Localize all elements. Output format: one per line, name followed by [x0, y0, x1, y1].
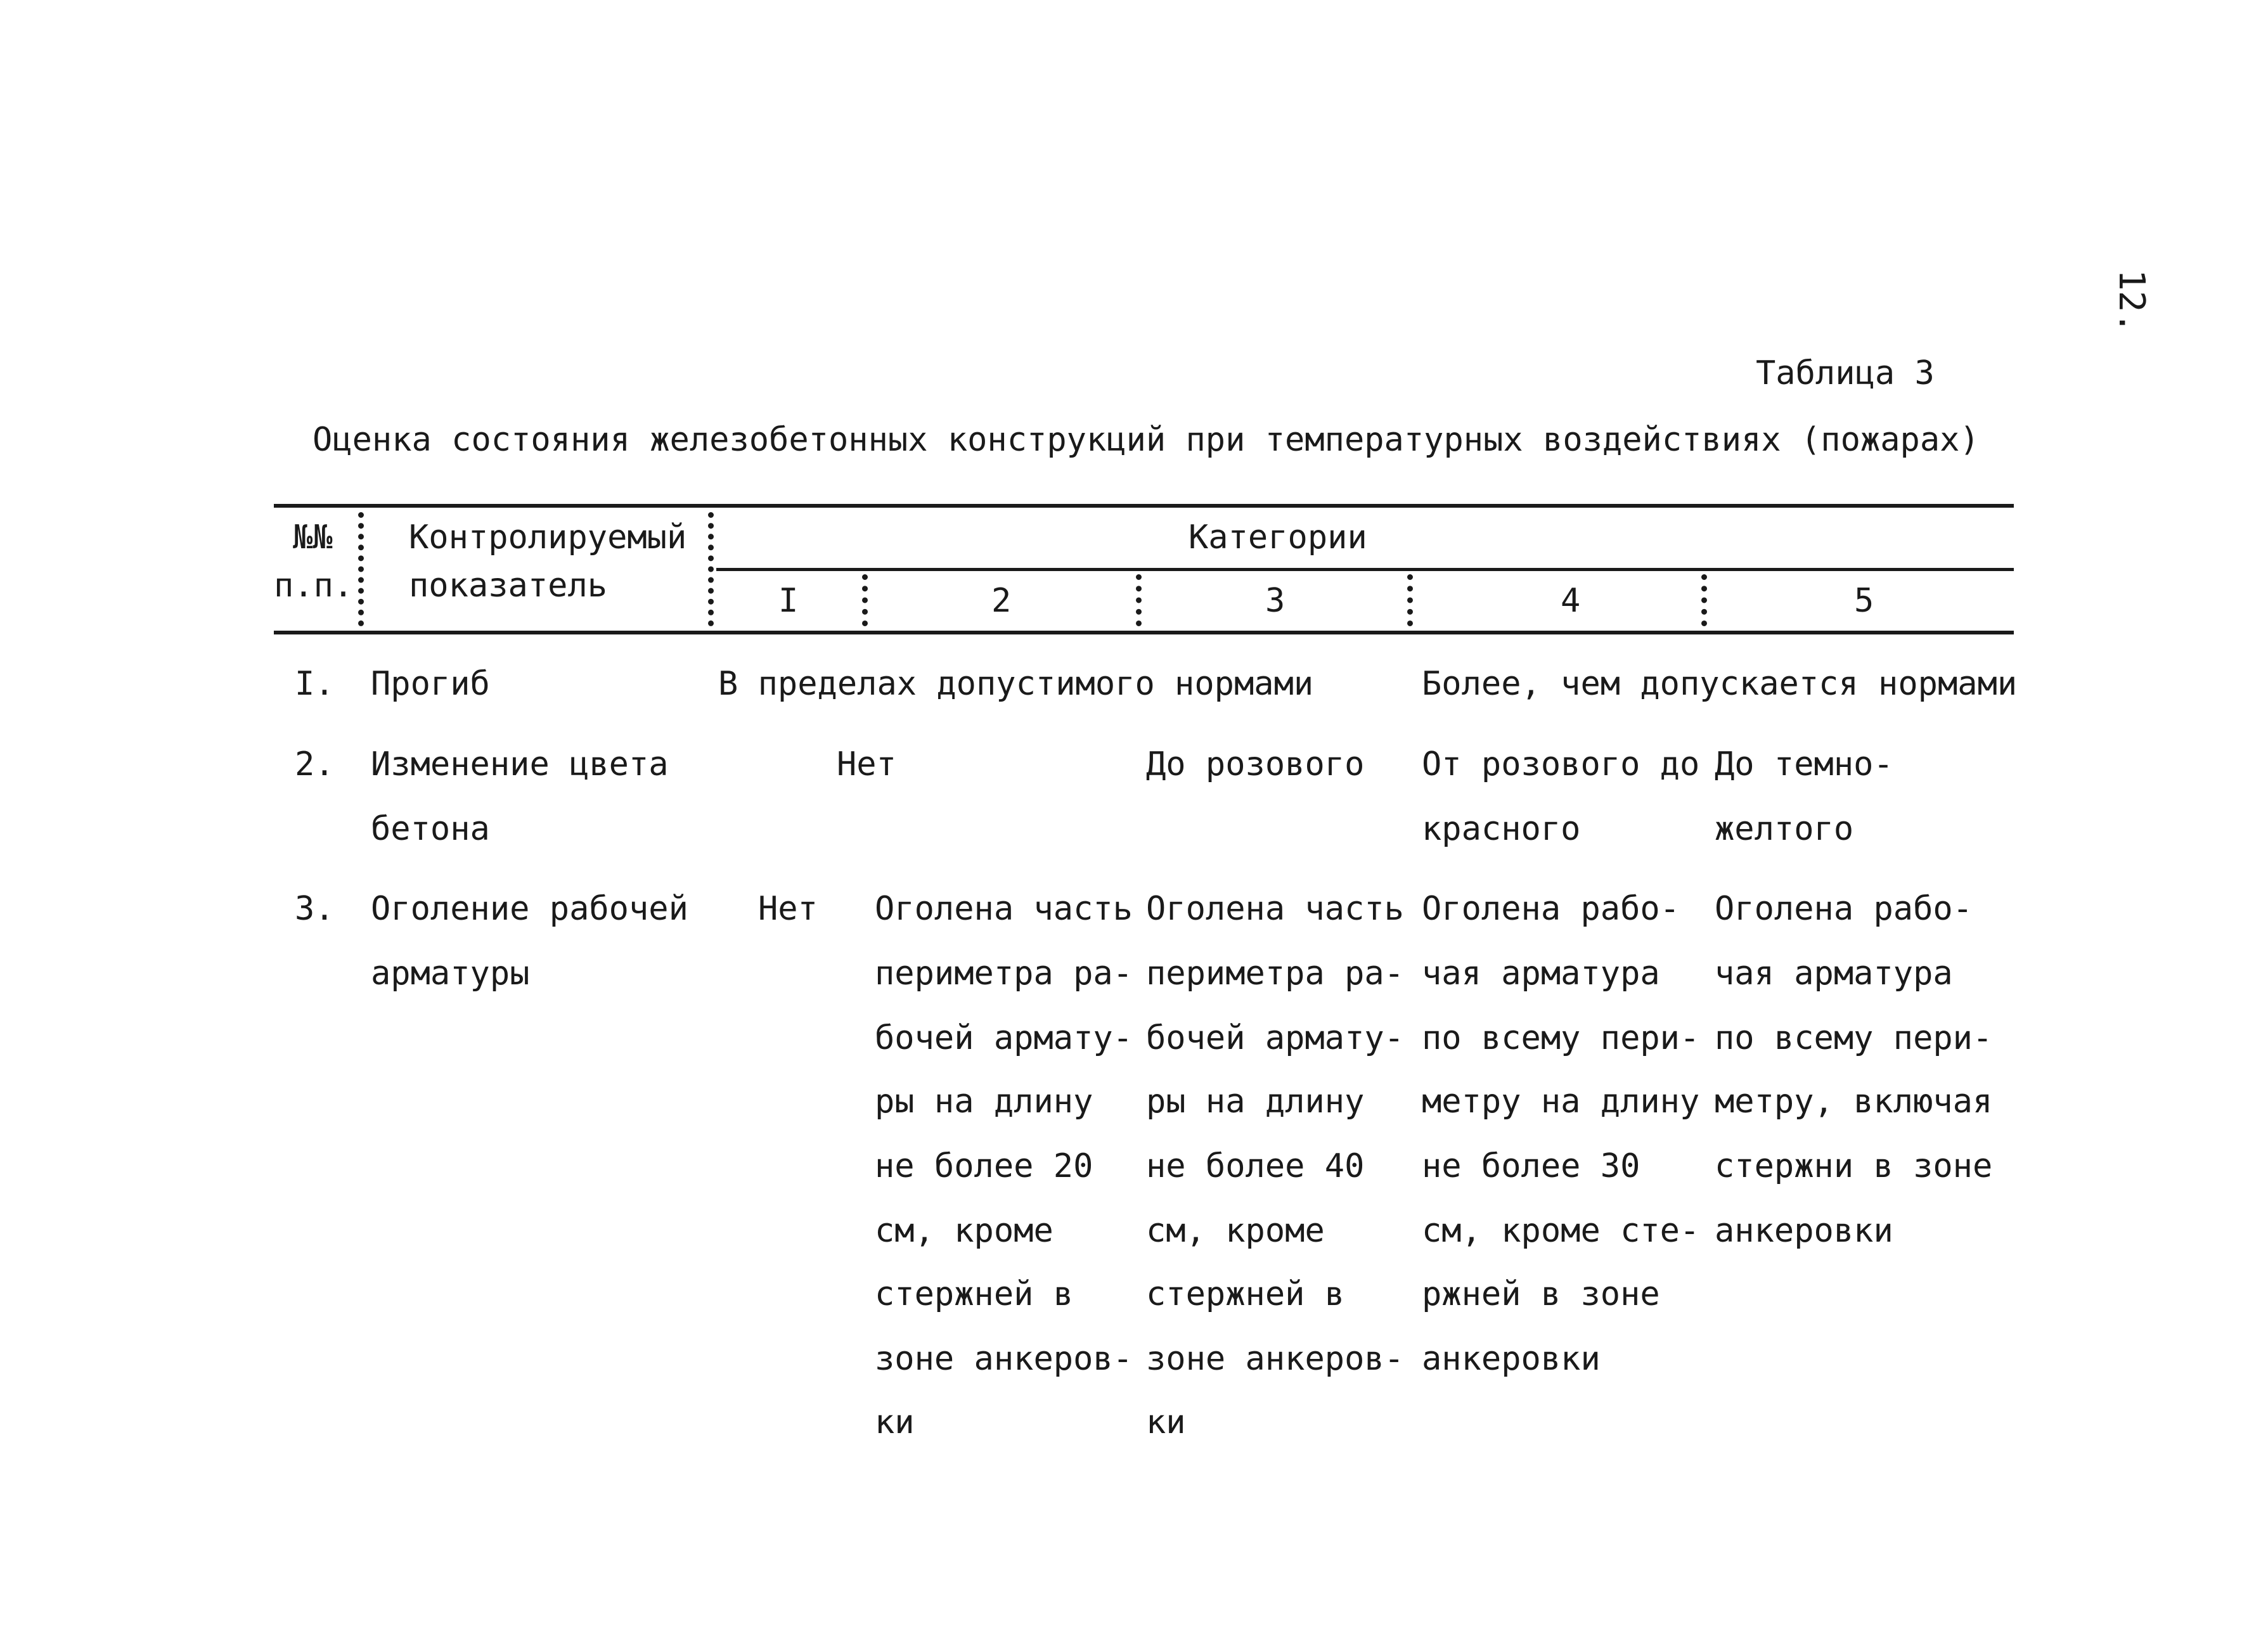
separator-cat-4	[1701, 574, 1707, 626]
row-3-category-3-line: см, кроме	[1146, 1212, 1325, 1250]
row-1-categories-1-3: В пределах допустимого нормами	[718, 665, 1314, 703]
row-3-category-5-line: чая арматура	[1715, 955, 1953, 993]
row-2-number: 2.	[295, 745, 335, 783]
row-3-category-3-line: периметра ра-	[1146, 955, 1404, 993]
row-3-category-4-line: анкеровки	[1422, 1340, 1601, 1378]
header-cat-4: 4	[1561, 582, 1581, 620]
row-1-categories-4-5: Более, чем допускается нормами	[1422, 665, 2018, 703]
row-3-category-3-line: стержней в	[1146, 1275, 1345, 1313]
separator-cat-2	[1136, 574, 1142, 626]
header-indicator-line2: показатель	[409, 567, 608, 605]
row-3-indicator-line2: арматуры	[371, 955, 530, 993]
header-cat-5: 5	[1854, 582, 1874, 620]
row-3-category-2-line: Оголена часть	[875, 890, 1133, 928]
header-bottom-rule	[274, 631, 2014, 634]
row-3-category-5-line: стержни в зоне	[1715, 1147, 1993, 1185]
table-top-rule	[274, 504, 2014, 508]
row-3-category-4-line: чая арматура	[1422, 955, 1660, 993]
header-cat-3: 3	[1265, 582, 1285, 620]
table-title: Оценка состояния железобетонных конструкций при температурных воздействиях (пожарах)	[312, 421, 1980, 459]
row-1-indicator: Прогиб	[371, 665, 490, 703]
separator-cat-3	[1407, 574, 1413, 626]
row-3-number: 3.	[295, 890, 335, 928]
row-3-category-2-line: стержней в	[875, 1275, 1074, 1313]
row-3-category-3-line: ки	[1146, 1403, 1186, 1441]
row-2-category-3: До розового	[1146, 745, 1365, 783]
row-2-category-5-line2: желтого	[1715, 810, 1854, 848]
row-3-category-3-line: Оголена часть	[1146, 890, 1404, 928]
header-cat-2: 2	[991, 582, 1012, 620]
page-number: 12.	[2111, 269, 2152, 334]
table-label: Таблица 3	[1756, 354, 1935, 392]
row-3-category-4-line: метру на длину	[1422, 1083, 1700, 1121]
row-2-categories-1-2: Нет	[837, 745, 896, 783]
header-indicator-line1: Контролируемый	[409, 518, 687, 556]
row-3-category-2-line: не более 20	[875, 1147, 1093, 1185]
row-3-category-4-line: не более 30	[1422, 1147, 1640, 1185]
row-3-category-2-line: см, кроме	[875, 1212, 1053, 1250]
row-2-category-5-line1: До темно-	[1715, 745, 1893, 783]
row-3-category-2-line: периметра ра-	[875, 955, 1133, 993]
header-cat-1: I	[778, 582, 799, 620]
row-3-category-2-line: зоне анкеров-	[875, 1340, 1133, 1378]
row-3-category-4-line: Оголена рабо-	[1422, 890, 1680, 928]
row-3-category-3-line: зоне анкеров-	[1146, 1340, 1404, 1378]
row-2-category-4-line1: От розового до	[1422, 745, 1700, 783]
header-num-line2: п.п.	[274, 567, 354, 605]
row-3-category-5-line: по всему пери-	[1715, 1019, 1993, 1057]
separator-num	[358, 512, 364, 626]
row-3-category-2-line: бочей армату-	[875, 1019, 1133, 1057]
row-1-number: I.	[295, 665, 335, 703]
header-num-line1: №№	[293, 518, 333, 556]
row-3-category-3-line: не более 40	[1146, 1147, 1365, 1185]
row-3-category-3-line: ры на длину	[1146, 1083, 1365, 1121]
row-3-category-2-line: ки	[875, 1403, 915, 1441]
row-3-category-5-line: метру, включая	[1715, 1083, 1993, 1121]
row-2-indicator-line1: Изменение цвета	[371, 745, 669, 783]
row-3-indicator-line1: Оголение рабочей	[371, 890, 688, 928]
separator-indicator	[708, 512, 714, 626]
row-3-category-1: Нет	[758, 890, 818, 928]
categories-rule	[716, 568, 2014, 571]
row-2-category-4-line2: красного	[1422, 810, 1581, 848]
row-3-category-4-line: по всему пери-	[1422, 1019, 1700, 1057]
row-2-indicator-line2: бетона	[371, 810, 490, 848]
row-3-category-4-line: см, кроме сте-	[1422, 1212, 1700, 1250]
separator-cat-1	[862, 574, 868, 626]
row-3-category-5-line: анкеровки	[1715, 1212, 1893, 1250]
header-categories: Категории	[1189, 518, 1367, 556]
row-3-category-2-line: ры на длину	[875, 1083, 1093, 1121]
row-3-category-4-line: ржней в зоне	[1422, 1275, 1660, 1313]
row-3-category-5-line: Оголена рабо-	[1715, 890, 1973, 928]
row-3-category-3-line: бочей армату-	[1146, 1019, 1404, 1057]
